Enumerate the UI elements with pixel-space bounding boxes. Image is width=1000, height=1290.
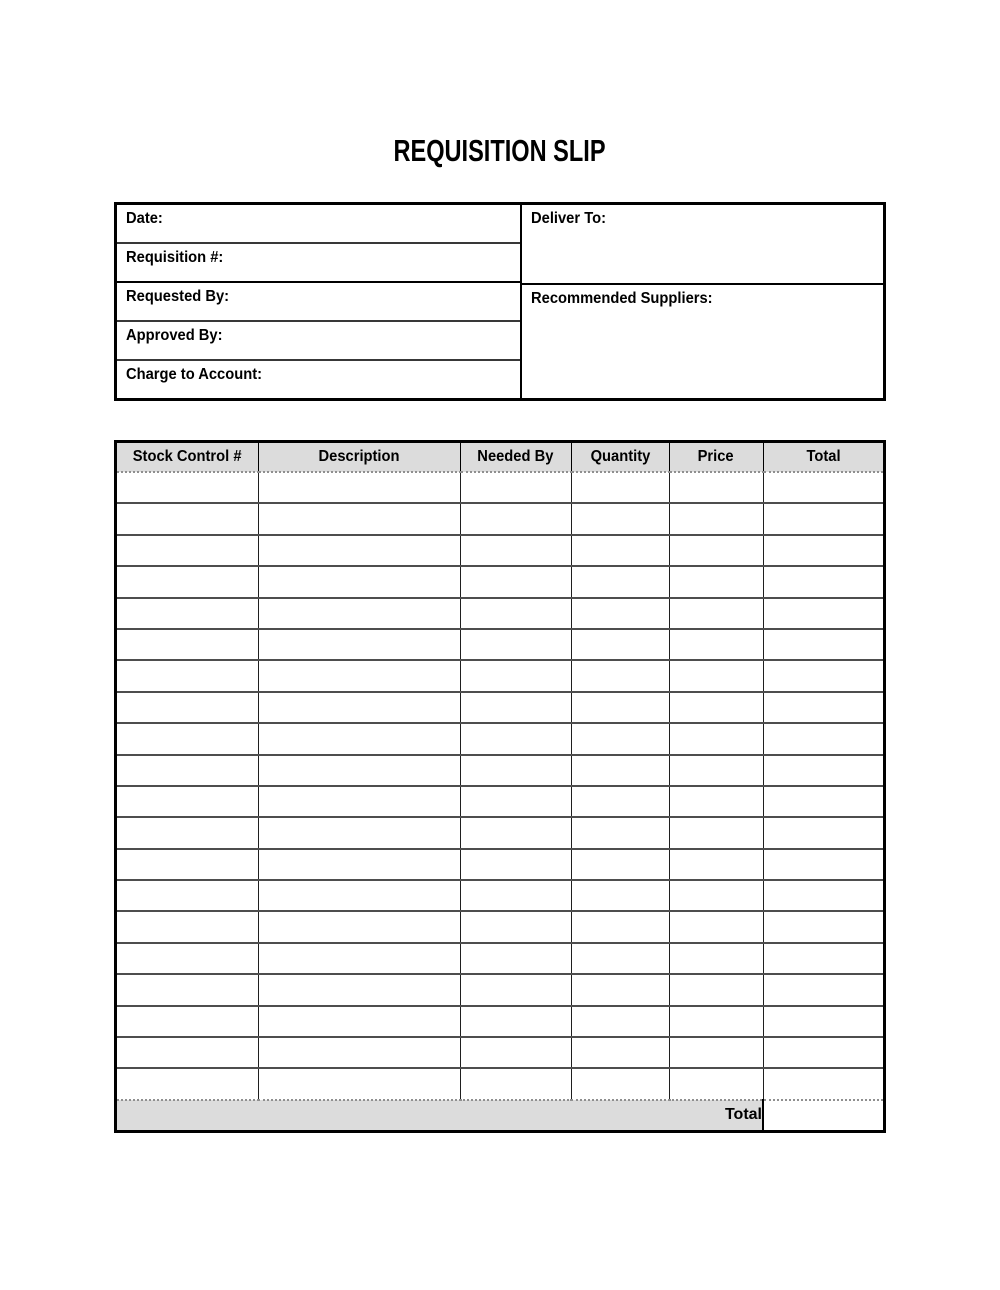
empty-cell bbox=[117, 817, 258, 848]
empty-cell bbox=[763, 755, 883, 786]
empty-cell bbox=[460, 880, 571, 911]
empty-cell bbox=[258, 911, 460, 942]
empty-cell bbox=[669, 472, 763, 503]
empty-cell bbox=[763, 1068, 883, 1099]
empty-cell bbox=[571, 817, 669, 848]
items-table bbox=[117, 443, 883, 1130]
empty-cell bbox=[763, 723, 883, 754]
empty-cell bbox=[669, 692, 763, 723]
empty-cell bbox=[117, 723, 258, 754]
empty-cell bbox=[460, 849, 571, 880]
field-charge-to-account bbox=[117, 359, 520, 398]
empty-cell bbox=[460, 566, 571, 597]
info-box bbox=[114, 202, 886, 401]
table-row bbox=[117, 566, 883, 597]
table-row bbox=[117, 1006, 883, 1037]
table-row bbox=[117, 472, 883, 503]
empty-cell bbox=[258, 880, 460, 911]
empty-cell bbox=[669, 660, 763, 691]
empty-cell bbox=[460, 629, 571, 660]
items-table-body bbox=[117, 472, 883, 1100]
table-row bbox=[117, 943, 883, 974]
table-row bbox=[117, 629, 883, 660]
empty-cell bbox=[258, 629, 460, 660]
empty-cell bbox=[117, 566, 258, 597]
table-row bbox=[117, 660, 883, 691]
empty-cell bbox=[669, 566, 763, 597]
empty-cell bbox=[117, 1068, 258, 1099]
empty-cell bbox=[669, 1068, 763, 1099]
empty-cell bbox=[258, 660, 460, 691]
table-row bbox=[117, 849, 883, 880]
empty-cell bbox=[571, 660, 669, 691]
empty-cell bbox=[117, 503, 258, 534]
empty-cell bbox=[571, 629, 669, 660]
empty-cell bbox=[117, 660, 258, 691]
field-date bbox=[117, 205, 520, 242]
empty-cell bbox=[258, 974, 460, 1005]
table-row bbox=[117, 786, 883, 817]
empty-cell bbox=[460, 723, 571, 754]
empty-cell bbox=[571, 598, 669, 629]
column-header-needed-by-label: Needed By bbox=[477, 448, 554, 465]
field-recommended-suppliers-label: Recommended Suppliers: bbox=[531, 290, 713, 307]
field-recommended-suppliers bbox=[522, 283, 883, 398]
empty-cell bbox=[571, 880, 669, 911]
empty-cell bbox=[117, 472, 258, 503]
empty-cell bbox=[117, 1006, 258, 1037]
empty-cell bbox=[763, 535, 883, 566]
column-header-quantity bbox=[571, 443, 669, 472]
empty-cell bbox=[571, 943, 669, 974]
empty-cell bbox=[571, 1037, 669, 1068]
column-header-description-label: Description bbox=[318, 448, 400, 465]
empty-cell bbox=[763, 472, 883, 503]
column-header-total-label: Total bbox=[806, 448, 841, 465]
empty-cell bbox=[258, 755, 460, 786]
empty-cell bbox=[117, 598, 258, 629]
empty-cell bbox=[460, 817, 571, 848]
empty-cell bbox=[763, 629, 883, 660]
empty-cell bbox=[763, 660, 883, 691]
empty-cell bbox=[763, 1037, 883, 1068]
field-requisition-number bbox=[117, 242, 520, 281]
table-row bbox=[117, 503, 883, 534]
items-table-footer bbox=[117, 1100, 883, 1130]
empty-cell bbox=[571, 911, 669, 942]
empty-cell bbox=[258, 849, 460, 880]
empty-cell bbox=[763, 1006, 883, 1037]
empty-cell bbox=[460, 755, 571, 786]
empty-cell bbox=[571, 503, 669, 534]
column-header-price bbox=[669, 443, 763, 472]
empty-cell bbox=[460, 786, 571, 817]
empty-cell bbox=[258, 692, 460, 723]
empty-cell bbox=[763, 503, 883, 534]
empty-cell bbox=[258, 943, 460, 974]
info-right-column bbox=[522, 205, 883, 398]
empty-cell bbox=[258, 535, 460, 566]
empty-cell bbox=[669, 880, 763, 911]
empty-cell bbox=[460, 1037, 571, 1068]
empty-cell bbox=[460, 1006, 571, 1037]
info-left-column bbox=[117, 205, 522, 398]
empty-cell bbox=[460, 692, 571, 723]
empty-cell bbox=[460, 660, 571, 691]
field-requested-by bbox=[117, 281, 520, 320]
table-row bbox=[117, 1037, 883, 1068]
empty-cell bbox=[669, 1006, 763, 1037]
column-header-description bbox=[258, 443, 460, 472]
empty-cell bbox=[763, 880, 883, 911]
empty-cell bbox=[763, 974, 883, 1005]
empty-cell bbox=[669, 974, 763, 1005]
empty-cell bbox=[117, 849, 258, 880]
column-header-total bbox=[763, 443, 883, 472]
empty-cell bbox=[669, 849, 763, 880]
empty-cell bbox=[763, 598, 883, 629]
empty-cell bbox=[460, 598, 571, 629]
field-requisition-number-label: Requisition #: bbox=[126, 249, 224, 266]
table-row bbox=[117, 880, 883, 911]
table-row bbox=[117, 535, 883, 566]
empty-cell bbox=[669, 503, 763, 534]
empty-cell bbox=[258, 1037, 460, 1068]
empty-cell bbox=[460, 1068, 571, 1099]
field-charge-to-account-label: Charge to Account: bbox=[126, 366, 263, 383]
empty-cell bbox=[669, 723, 763, 754]
empty-cell bbox=[763, 849, 883, 880]
field-requested-by-label: Requested By: bbox=[126, 288, 230, 305]
empty-cell bbox=[669, 629, 763, 660]
empty-cell bbox=[258, 472, 460, 503]
table-row bbox=[117, 598, 883, 629]
table-row bbox=[117, 911, 883, 942]
empty-cell bbox=[117, 755, 258, 786]
empty-cell bbox=[669, 598, 763, 629]
empty-cell bbox=[460, 911, 571, 942]
empty-cell bbox=[763, 786, 883, 817]
table-row bbox=[117, 723, 883, 754]
empty-cell bbox=[763, 943, 883, 974]
empty-cell bbox=[460, 974, 571, 1005]
empty-cell bbox=[117, 692, 258, 723]
empty-cell bbox=[258, 817, 460, 848]
empty-cell bbox=[669, 535, 763, 566]
empty-cell bbox=[117, 786, 258, 817]
empty-cell bbox=[117, 943, 258, 974]
header-row bbox=[117, 443, 883, 472]
empty-cell bbox=[669, 911, 763, 942]
column-header-stock-control bbox=[117, 443, 258, 472]
empty-cell bbox=[669, 786, 763, 817]
empty-cell bbox=[117, 911, 258, 942]
empty-cell bbox=[571, 849, 669, 880]
empty-cell bbox=[258, 503, 460, 534]
column-header-quantity-label: Quantity bbox=[590, 448, 650, 465]
empty-cell bbox=[571, 974, 669, 1005]
empty-cell bbox=[763, 817, 883, 848]
total-label-text: Total bbox=[724, 1106, 762, 1124]
page-title bbox=[0, 133, 1000, 169]
empty-cell bbox=[460, 535, 571, 566]
empty-cell bbox=[117, 1037, 258, 1068]
empty-cell bbox=[571, 723, 669, 754]
empty-cell bbox=[258, 566, 460, 597]
page-title-text: REQUISITION SLIP bbox=[393, 133, 607, 168]
empty-cell bbox=[258, 1068, 460, 1099]
empty-cell bbox=[117, 629, 258, 660]
total-row bbox=[117, 1100, 883, 1130]
total-value-cell bbox=[763, 1100, 883, 1130]
empty-cell bbox=[571, 1068, 669, 1099]
empty-cell bbox=[669, 943, 763, 974]
table-row bbox=[117, 1068, 883, 1099]
table-row bbox=[117, 692, 883, 723]
total-label-cell bbox=[117, 1100, 763, 1130]
empty-cell bbox=[763, 566, 883, 597]
field-date-label: Date: bbox=[126, 210, 163, 227]
table-row bbox=[117, 974, 883, 1005]
empty-cell bbox=[258, 723, 460, 754]
empty-cell bbox=[571, 535, 669, 566]
empty-cell bbox=[763, 911, 883, 942]
empty-cell bbox=[460, 472, 571, 503]
empty-cell bbox=[117, 880, 258, 911]
table-row bbox=[117, 755, 883, 786]
empty-cell bbox=[117, 535, 258, 566]
empty-cell bbox=[460, 943, 571, 974]
empty-cell bbox=[571, 1006, 669, 1037]
empty-cell bbox=[258, 786, 460, 817]
items-table-wrap bbox=[114, 440, 886, 1133]
empty-cell bbox=[669, 755, 763, 786]
empty-cell bbox=[763, 692, 883, 723]
column-header-needed-by bbox=[460, 443, 571, 472]
field-deliver-to-label: Deliver To: bbox=[531, 210, 606, 227]
empty-cell bbox=[117, 974, 258, 1005]
empty-cell bbox=[571, 692, 669, 723]
empty-cell bbox=[571, 786, 669, 817]
field-approved-by bbox=[117, 320, 520, 359]
empty-cell bbox=[258, 1006, 460, 1037]
empty-cell bbox=[571, 566, 669, 597]
empty-cell bbox=[669, 1037, 763, 1068]
field-approved-by-label: Approved By: bbox=[126, 327, 223, 344]
column-header-price-label: Price bbox=[697, 448, 734, 465]
empty-cell bbox=[258, 598, 460, 629]
empty-cell bbox=[571, 472, 669, 503]
empty-cell bbox=[460, 503, 571, 534]
items-table-header bbox=[117, 443, 883, 472]
table-row bbox=[117, 817, 883, 848]
column-header-stock-control-label: Stock Control # bbox=[132, 448, 242, 465]
empty-cell bbox=[571, 755, 669, 786]
empty-cell bbox=[669, 817, 763, 848]
field-deliver-to bbox=[522, 205, 883, 283]
